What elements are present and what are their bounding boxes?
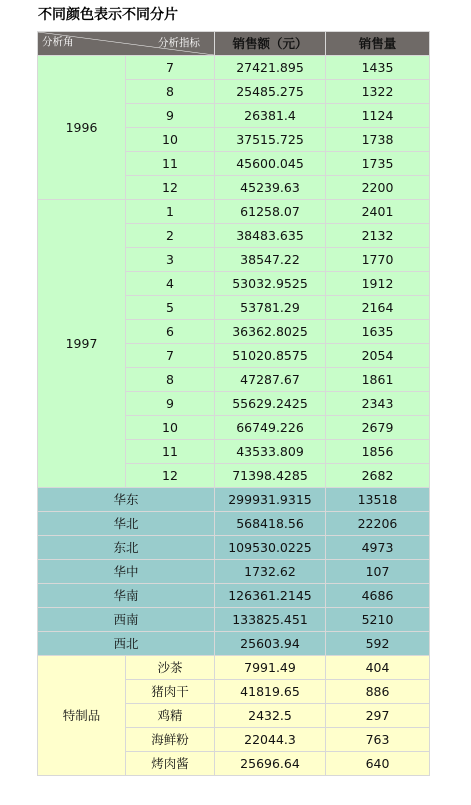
sales-amount-cell: 25485.275 xyxy=(215,80,326,104)
table-row xyxy=(38,560,430,584)
sales-amount-cell: 568418.56 xyxy=(215,512,326,536)
region-cell: 华南 xyxy=(38,584,215,608)
region-cell: 华中 xyxy=(38,560,215,584)
sales-volume-cell: 22206 xyxy=(326,512,430,536)
month-cell: 5 xyxy=(126,296,215,320)
sales-amount-cell: 51020.8575 xyxy=(215,344,326,368)
sales-volume-cell: 640 xyxy=(326,752,430,776)
sales-amount-cell: 43533.809 xyxy=(215,440,326,464)
month-cell: 3 xyxy=(126,248,215,272)
category-cell: 特制品 xyxy=(38,656,126,776)
sales-amount-cell: 26381.4 xyxy=(215,104,326,128)
sales-pivot-table xyxy=(37,31,430,776)
region-cell: 华北 xyxy=(38,512,215,536)
year-cell: 1996 xyxy=(38,56,126,200)
month-cell: 9 xyxy=(126,392,215,416)
sales-volume-cell: 404 xyxy=(326,656,430,680)
sales-amount-cell: 45600.045 xyxy=(215,152,326,176)
sales-volume-cell: 1861 xyxy=(326,368,430,392)
month-cell: 8 xyxy=(126,80,215,104)
sales-amount-cell: 41819.65 xyxy=(215,680,326,704)
sales-volume-cell: 1856 xyxy=(326,440,430,464)
sales-volume-cell: 1322 xyxy=(326,80,430,104)
month-cell: 2 xyxy=(126,224,215,248)
sales-amount-cell: 38483.635 xyxy=(215,224,326,248)
sales-amount-cell: 37515.725 xyxy=(215,128,326,152)
sales-volume-cell: 1770 xyxy=(326,248,430,272)
sales-volume-cell: 1635 xyxy=(326,320,430,344)
product-cell: 鸡精 xyxy=(126,704,215,728)
table-row xyxy=(38,56,430,80)
region-cell: 华东 xyxy=(38,488,215,512)
sales-amount-cell: 36362.8025 xyxy=(215,320,326,344)
page-title: 不同颜色表示不同分片 xyxy=(38,7,178,23)
sales-amount-cell: 2432.5 xyxy=(215,704,326,728)
table-row xyxy=(38,608,430,632)
sales-volume-cell: 2679 xyxy=(326,416,430,440)
table-row xyxy=(38,536,430,560)
month-cell: 7 xyxy=(126,344,215,368)
sales-amount-cell: 133825.451 xyxy=(215,608,326,632)
sales-volume-cell: 13518 xyxy=(326,488,430,512)
product-cell: 烤肉酱 xyxy=(126,752,215,776)
month-cell: 8 xyxy=(126,368,215,392)
year-cell: 1997 xyxy=(38,200,126,488)
corner-label-metrics: 分析指标 xyxy=(158,37,200,49)
sales-amount-cell: 126361.2145 xyxy=(215,584,326,608)
sales-amount-cell: 55629.2425 xyxy=(215,392,326,416)
sales-amount-cell: 61258.07 xyxy=(215,200,326,224)
month-cell: 11 xyxy=(126,440,215,464)
sales-amount-cell: 22044.3 xyxy=(215,728,326,752)
sales-amount-cell: 25603.94 xyxy=(215,632,326,656)
month-cell: 7 xyxy=(126,56,215,80)
sales-amount-cell: 27421.895 xyxy=(215,56,326,80)
sales-amount-cell: 25696.64 xyxy=(215,752,326,776)
sales-volume-cell: 2343 xyxy=(326,392,430,416)
sales-volume-cell: 1912 xyxy=(326,272,430,296)
sales-volume-cell: 107 xyxy=(326,560,430,584)
sales-volume-cell: 886 xyxy=(326,680,430,704)
month-cell: 10 xyxy=(126,416,215,440)
column-header-sales-volume: 销售量 xyxy=(326,32,430,56)
table-row xyxy=(38,512,430,536)
sales-volume-cell: 2132 xyxy=(326,224,430,248)
sales-volume-cell: 4686 xyxy=(326,584,430,608)
column-header-sales-amount: 销售额（元） xyxy=(215,32,326,56)
sales-volume-cell: 2682 xyxy=(326,464,430,488)
sales-volume-cell: 5210 xyxy=(326,608,430,632)
month-cell: 4 xyxy=(126,272,215,296)
table-row xyxy=(38,488,430,512)
month-cell: 1 xyxy=(126,200,215,224)
sales-volume-cell: 1738 xyxy=(326,128,430,152)
sales-volume-cell: 2200 xyxy=(326,176,430,200)
month-cell: 10 xyxy=(126,128,215,152)
sales-volume-cell: 763 xyxy=(326,728,430,752)
sales-volume-cell: 2164 xyxy=(326,296,430,320)
month-cell: 12 xyxy=(126,176,215,200)
table-row xyxy=(38,584,430,608)
month-cell: 6 xyxy=(126,320,215,344)
product-cell: 海鲜粉 xyxy=(126,728,215,752)
sales-amount-cell: 38547.22 xyxy=(215,248,326,272)
sales-volume-cell: 297 xyxy=(326,704,430,728)
month-cell: 9 xyxy=(126,104,215,128)
table-row xyxy=(38,632,430,656)
sales-amount-cell: 71398.4285 xyxy=(215,464,326,488)
product-cell: 沙茶 xyxy=(126,656,215,680)
sales-volume-cell: 4973 xyxy=(326,536,430,560)
region-cell: 西北 xyxy=(38,632,215,656)
region-cell: 东北 xyxy=(38,536,215,560)
sales-amount-cell: 47287.67 xyxy=(215,368,326,392)
corner-label-dimension: 分析角 xyxy=(42,36,74,48)
corner-header-cell xyxy=(38,32,215,56)
region-cell: 西南 xyxy=(38,608,215,632)
month-cell: 11 xyxy=(126,152,215,176)
table-body xyxy=(38,56,430,776)
sales-amount-cell: 109530.0225 xyxy=(215,536,326,560)
product-cell: 猪肉干 xyxy=(126,680,215,704)
table-row xyxy=(38,200,430,224)
sales-amount-cell: 66749.226 xyxy=(215,416,326,440)
sales-amount-cell: 7991.49 xyxy=(215,656,326,680)
header-row xyxy=(38,32,430,56)
sales-volume-cell: 2054 xyxy=(326,344,430,368)
sales-volume-cell: 592 xyxy=(326,632,430,656)
sales-volume-cell: 2401 xyxy=(326,200,430,224)
table-row xyxy=(38,656,430,680)
sales-volume-cell: 1735 xyxy=(326,152,430,176)
sales-volume-cell: 1435 xyxy=(326,56,430,80)
sales-amount-cell: 53781.29 xyxy=(215,296,326,320)
sales-volume-cell: 1124 xyxy=(326,104,430,128)
month-cell: 12 xyxy=(126,464,215,488)
sales-amount-cell: 45239.63 xyxy=(215,176,326,200)
sales-amount-cell: 299931.9315 xyxy=(215,488,326,512)
sales-amount-cell: 1732.62 xyxy=(215,560,326,584)
sales-amount-cell: 53032.9525 xyxy=(215,272,326,296)
